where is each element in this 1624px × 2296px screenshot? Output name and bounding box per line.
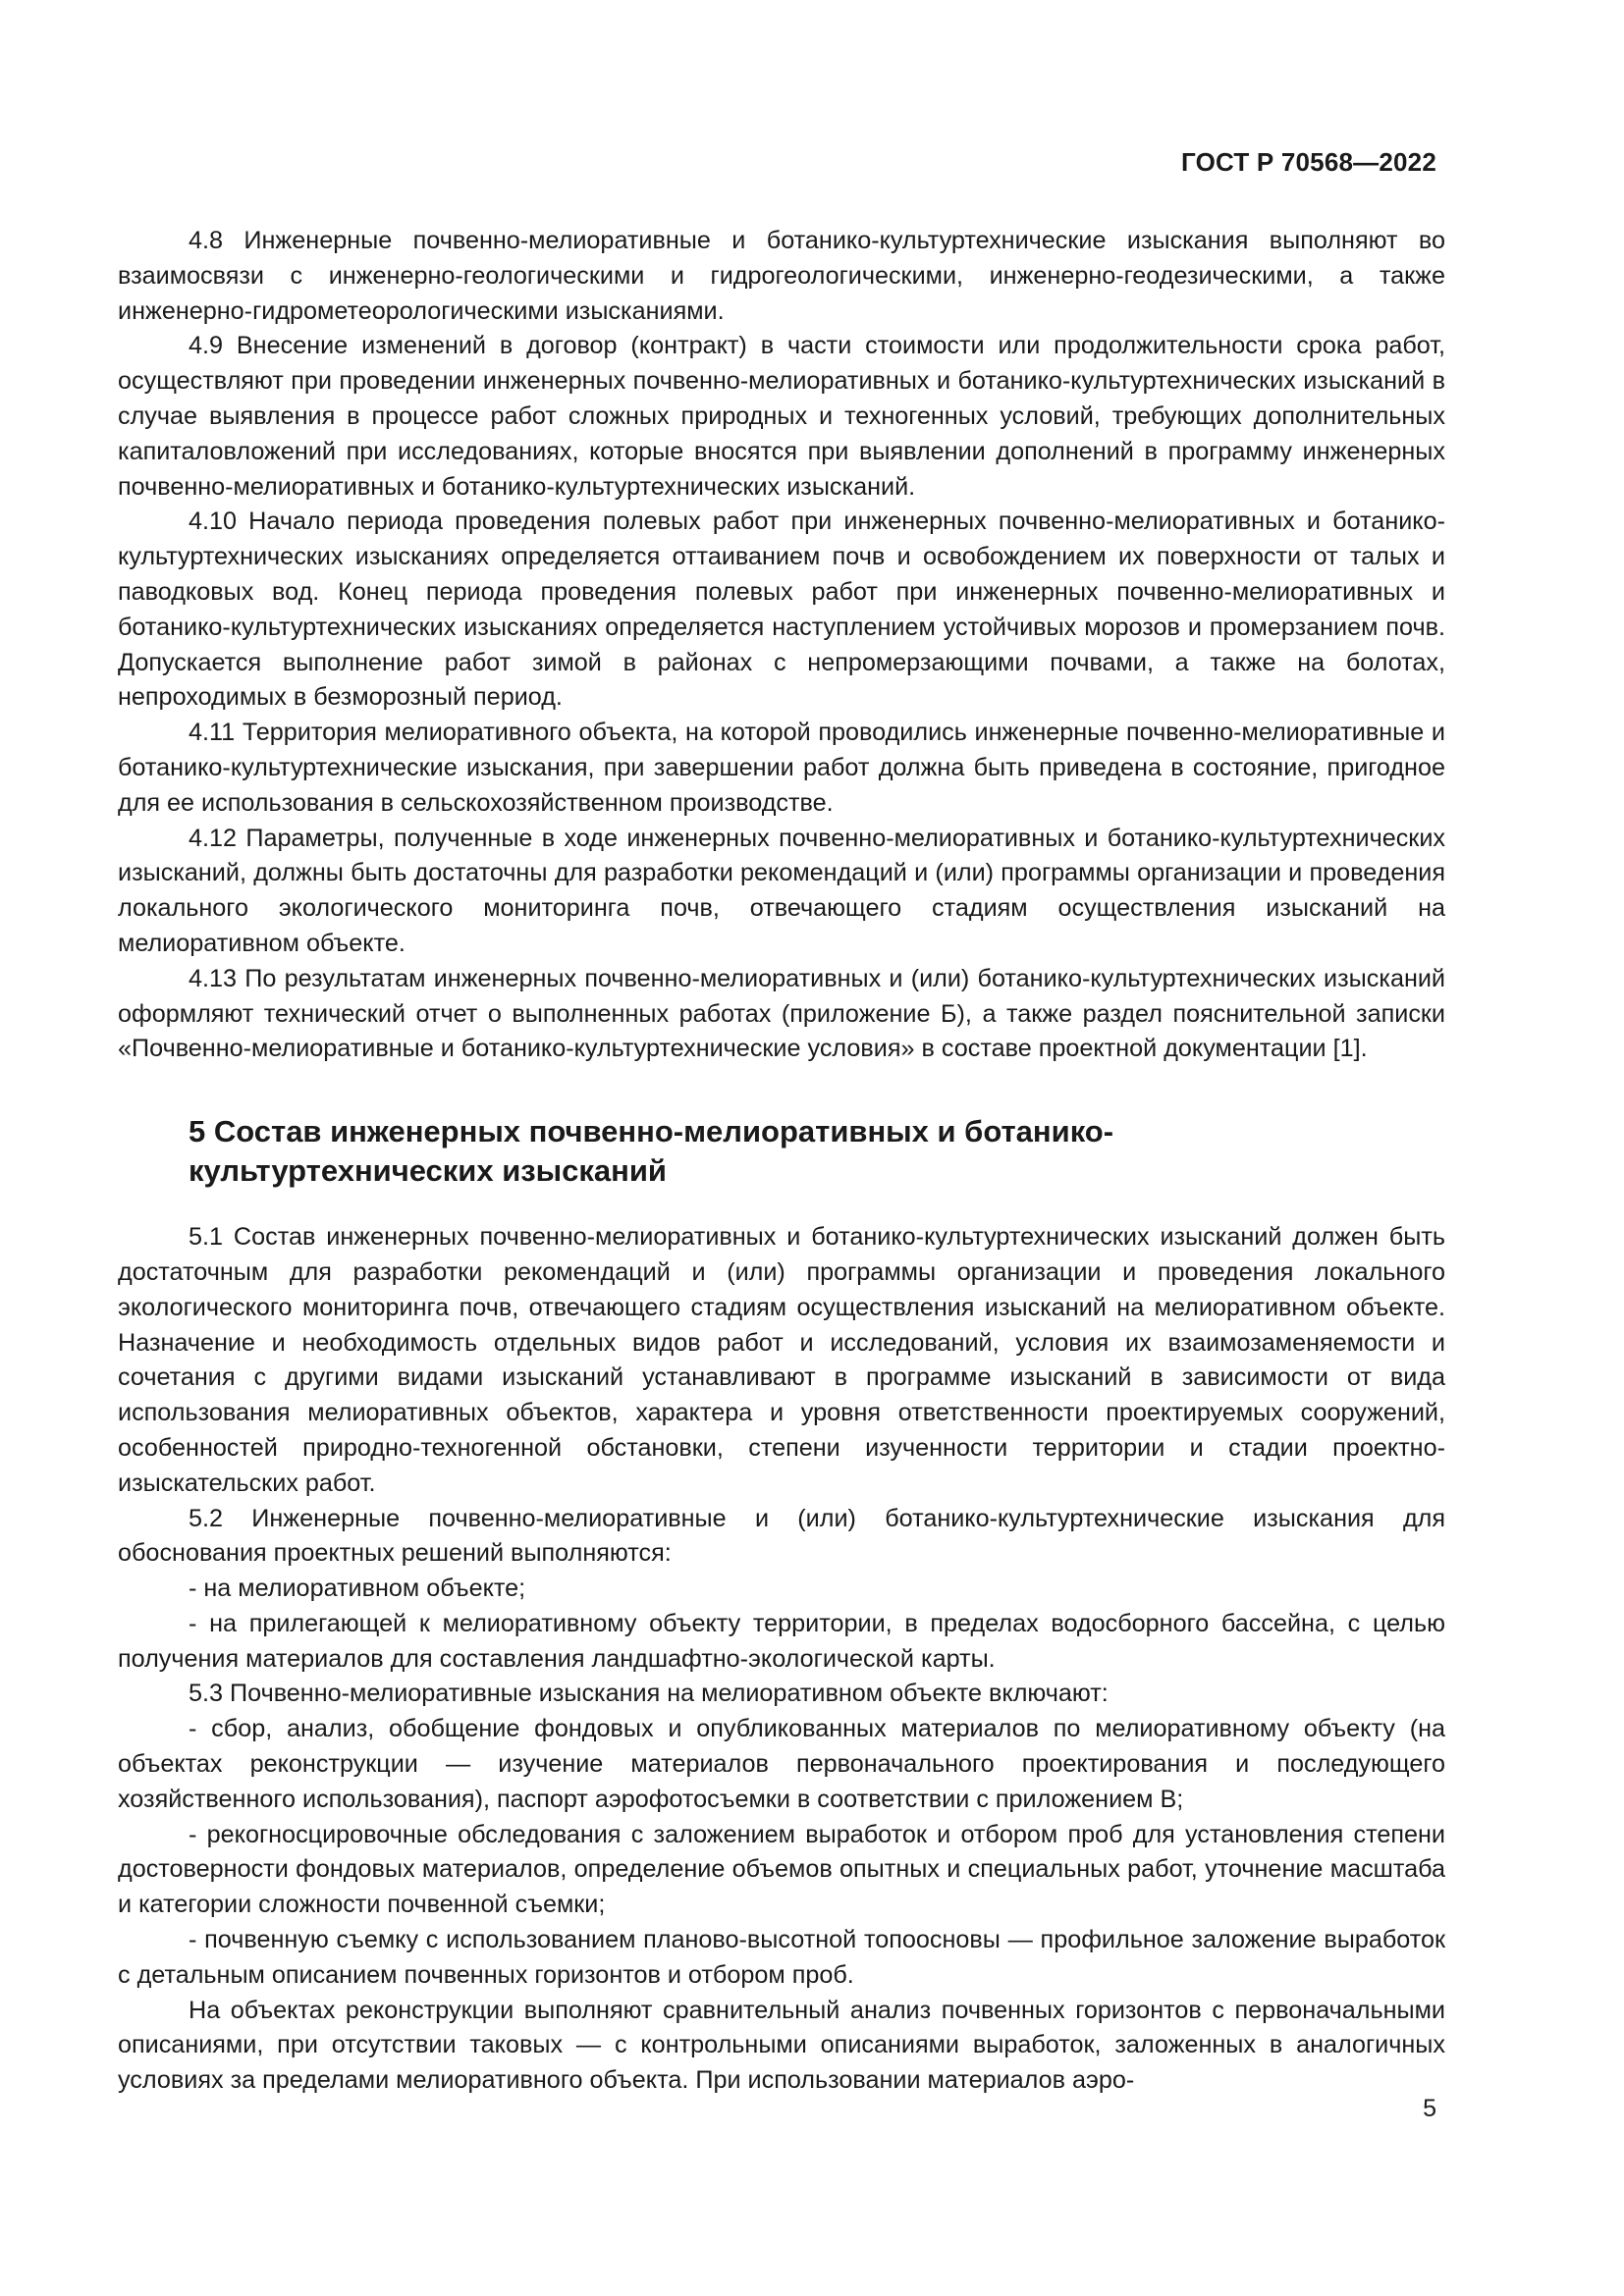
paragraph-5-3: 5.3 Почвенно-мелиоративные изыскания на мелиоративном объекте включают: [189, 1680, 1109, 1708]
paragraph-4-11: 4.11 Территория мелиоративного объекта, на которой проводились инженерные почвенно-мелиоративные и ботанико-культуртехнические изыскания, при завершении работ должна быть приведена в состояние, пригодное для ее использования в сельскохозяйственном производстве. [118, 719, 1445, 817]
list-item-reconnaissance: - рекогносцировочные обследования с заложением выработок и отбором проб для установления степени достоверности фондовых материалов, определение объемов опытных и специальных работ, уточнение масштаба и категории сложности почвенной съемки; [118, 1820, 1445, 1919]
section-heading-line-1: 5 Состав инженерных почвенно-мелиоративных и ботанико- [189, 1114, 1114, 1149]
paragraph-5-2: 5.2 Инженерные почвенно-мелиоративные и (или) ботанико-культуртехнические изыскания для обоснования проектных решений выполняются: [118, 1504, 1445, 1568]
paragraph-reconstruction: На объектах реконструкции выполняют сравнительный анализ почвенных горизонтов с первоначальными описаниями, при отсутствии таковых — с контрольными описаниями выработок, заложенных в аналогичных условиях за пределами мелиоративного объекта. При использовании материалов аэро- [118, 1996, 1445, 2095]
paragraph-4-8: 4.8 Инженерные почвенно-мелиоративные и ботанико-культуртехнические изыскания выполняют во взаимосвязи с инженерно-геологическими и гидрогеологическими, инженерно-геодезическими, а также инженерно-гидрометеорологическими изысканиями. [118, 227, 1445, 325]
list-item-soil-survey: - почвенную съемку с использованием планово-высотной топоосновы — профильное заложение выработок с детальным описанием почвенных горизонтов и отбором проб. [118, 1926, 1445, 1989]
paragraph-4-12: 4.12 Параметры, полученные в ходе инженерных почвенно-мелиоративных и ботанико-культуртехнических изысканий, должны быть достаточны для разработки рекомендаций и (или) программы организации и проведения локального экологического мониторинга почв, отвечающего стадиям осуществления изысканий на мелиоративном объекте. [118, 824, 1445, 957]
paragraph-4-9: 4.9 Внесение изменений в договор (контракт) в части стоимости или продолжительности срока работ, осуществляют при проведении инженерных почвенно-мелиоративных и ботанико-культуртехнических изысканий в случае выявления в процессе работ сложных природных и техногенных условий, требующих дополнительных капиталовложений при исследованиях, которые вносятся при выявлении дополнений в программу инженерных почвенно-мелиоративных и ботанико-культуртехнических изысканий. [118, 332, 1445, 501]
paragraph-4-10: 4.10 Начало периода проведения полевых работ при инженерных почвенно-мелиоративных и ботанико-культуртехнических изысканиях определяется оттаиванием почв и освобождением их поверхности от талых и паводковых вод. Конец периода проведения полевых работ при инженерных почвенно-мелиоративных и ботанико-культуртехнических изысканиях определяется наступлением устойчивых морозов и промерзанием почв. Допускается выполнение работ зимой в районах с непромерзающими почвами, а также на болотах, непроходимых в безморозный период. [118, 507, 1445, 712]
list-item-object: - на мелиоративном объекте; [189, 1575, 526, 1603]
section-heading-line-2: культуртехнических изысканий [189, 1153, 667, 1189]
page-content [118, 224, 1445, 2099]
list-item-data-collection: - сбор, анализ, обобщение фондовых и опубликованных материалов по мелиоративному объекту (на объектах реконструкции — изучение материалов первоначального проектирования и последующего хозяйственного использования), паспорт аэрофотосъемки в соответствии с приложением В; [118, 1715, 1445, 1813]
page-number: 5 [1423, 2095, 1436, 2122]
paragraph-4-13: 4.13 По результатам инженерных почвенно-мелиоративных и (или) ботанико-культуртехнических изысканий оформляют технический отчет о выполненных работах (приложение Б), а также раздел пояснительной записки «Почвенно-мелиоративные и ботанико-культуртехнические условия» в составе проектной документации [1]. [118, 964, 1445, 1063]
section-5-heading [118, 1112, 1445, 1191]
list-item-adjacent-territory: - на прилегающей к мелиоративному объекту территории, в пределах водосборного бассейна, с целью получения материалов для составления ландшафтно-экологической карты. [118, 1609, 1445, 1673]
paragraph-5-1: 5.1 Состав инженерных почвенно-мелиоративных и ботанико-культуртехнических изысканий должен быть достаточным для разработки рекомендаций и (или) программы организации и проведения локального экологического мониторинга почв, отвечающего стадиям осуществления изысканий на мелиоративном объекте. Назначение и необходимость отдельных видов работ и исследований, условия их взаимозаменяемости и сочетания с другими видами изысканий устанавливают в программе изысканий в зависимости от вида использования мелиоративных объектов, характера и уровня ответственности проектируемых сооружений, особенностей природно-техногенной обстановки, степени изученности территории и стадии проектно-изыскательских работ. [118, 1223, 1445, 1497]
document-code-header: ГОСТ Р 70568—2022 [1181, 147, 1436, 177]
